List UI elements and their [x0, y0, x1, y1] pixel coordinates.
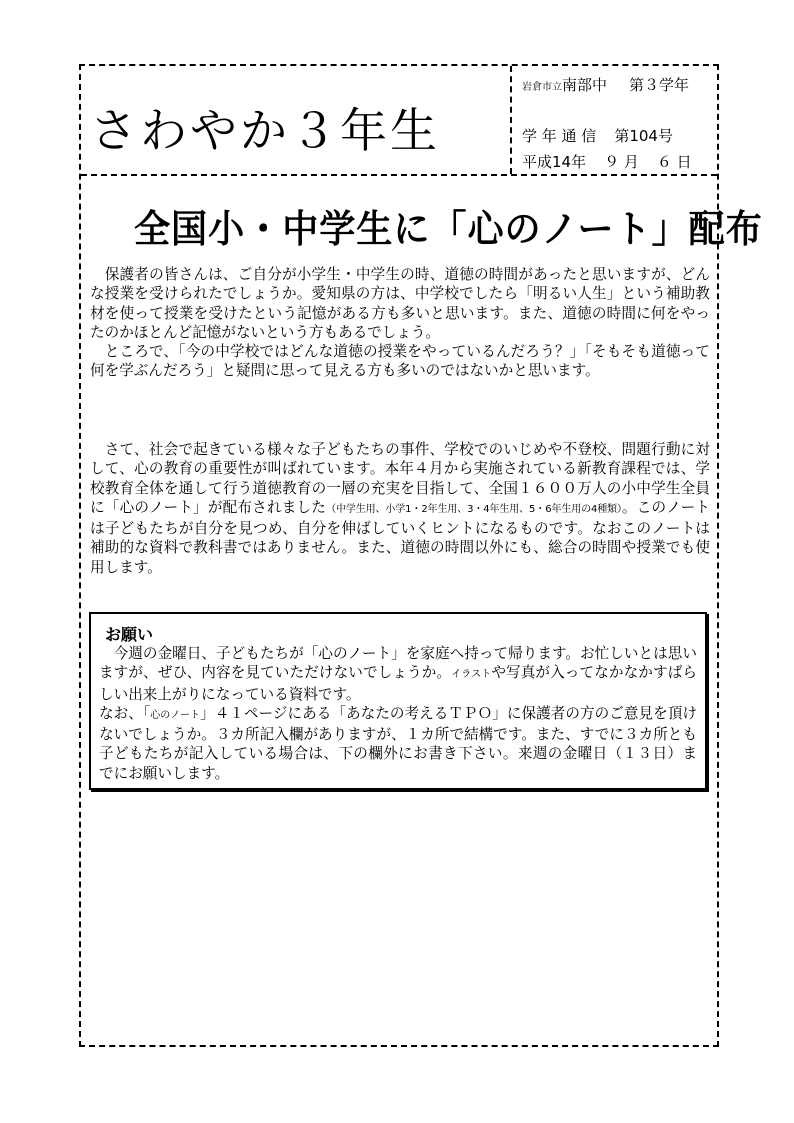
school-info — [522, 74, 689, 95]
grade-label: 第３学年 — [629, 76, 690, 94]
notebook-types-note: （中学生用、小学1・2年生用、3・4年生用、5・6年生用の4種類） — [326, 503, 622, 515]
main-paragraph-part2: 。このノートは子どもたちが自分を見つめ、自分を伸ばしていくヒントになるものです。なおこのノートは補助的な資料で教科書ではありません。また、道徳の時間以外にも、総合の時間や授業でも使用します。 — [90, 498, 710, 576]
school-name: 南部中 — [562, 76, 608, 94]
request-notebook-word: 心のノート — [150, 709, 201, 721]
school-prefix: 岩倉市立 — [522, 82, 562, 93]
request-text-part2: や写真が入ってなかなかすばらしい出来上がりになっている資料です。 — [99, 664, 697, 703]
intro-paragraph-part1: 保護者の皆さんは、ご自分が小学生・中学生の時、道徳の時間があったと思いますが、どんな授業を受けられたでしょうか。愛知県の方は、中学校でしたら「明るい人生」という補助教材を使って授業を受けたという記憶がある方も多いと思います。また、道徳の時間に何をやったのかほとんど記憶がないという方もあるでしょう。 — [90, 266, 710, 341]
header-divider — [81, 174, 717, 176]
intro-paragraph-part2: ところで、「今の中学校ではどんな道徳の授業をやっているんだろう？」「そもそも道徳って何を学ぶんだろう」と疑問に思って見える方も多いのではないかと思います。 — [90, 343, 710, 380]
headline: 全国小・中学生に「心のノート」配布 — [134, 207, 763, 251]
request-box — [89, 612, 707, 790]
intro-paragraph — [90, 265, 710, 381]
request-text-part3: なお、「 — [99, 704, 151, 722]
date-day: ６ 日 — [656, 153, 692, 171]
date-month: ９ 月 — [604, 153, 639, 171]
main-paragraph-part1: さて、社会で起きている様々な子どもたちの事件、学校でのいじめや不登校、問題行動に対して、心の教育の重要性が叫ばれています。本年４月から実施されている新教育課程では、学校教育全体を通して行う道徳教育の一層の充実を目指して、全国１６００万人の小中学生全員に「心のノート」が配布されました — [90, 441, 710, 516]
request-title: お願い — [105, 625, 154, 644]
date-info — [522, 151, 692, 172]
header-vertical-divider — [510, 66, 512, 174]
main-paragraph — [90, 440, 710, 577]
request-text-part1: 今週の金曜日、子どもたちが「心のノート」を家庭へ持って帰ります。お忙しいとは思いますが、ぜひ、内容を見ていただけないでしょうか。 — [99, 645, 697, 682]
newsletter-label: 学 年 通 信 — [522, 127, 597, 145]
issue-info — [522, 125, 673, 146]
issue-number: 第104号 — [614, 127, 673, 145]
request-illustration-word: イラスト — [451, 669, 492, 681]
request-text-part4: 」４１ページにある「あなたの考えるＴＰＯ」に保護者の方のご意見を頂けないでしょうか。３カ所記入欄がありますが、１カ所で結構です。また、すでに３カ所とも子どもたちが記入している場合は、下の欄外にお書き下さい。来週の金曜日（１３日）までにお願いします。 — [99, 704, 697, 782]
newsletter-title: さわやか３年生 — [90, 104, 440, 159]
request-text — [99, 644, 697, 783]
date-era: 平成14年 — [522, 153, 587, 171]
